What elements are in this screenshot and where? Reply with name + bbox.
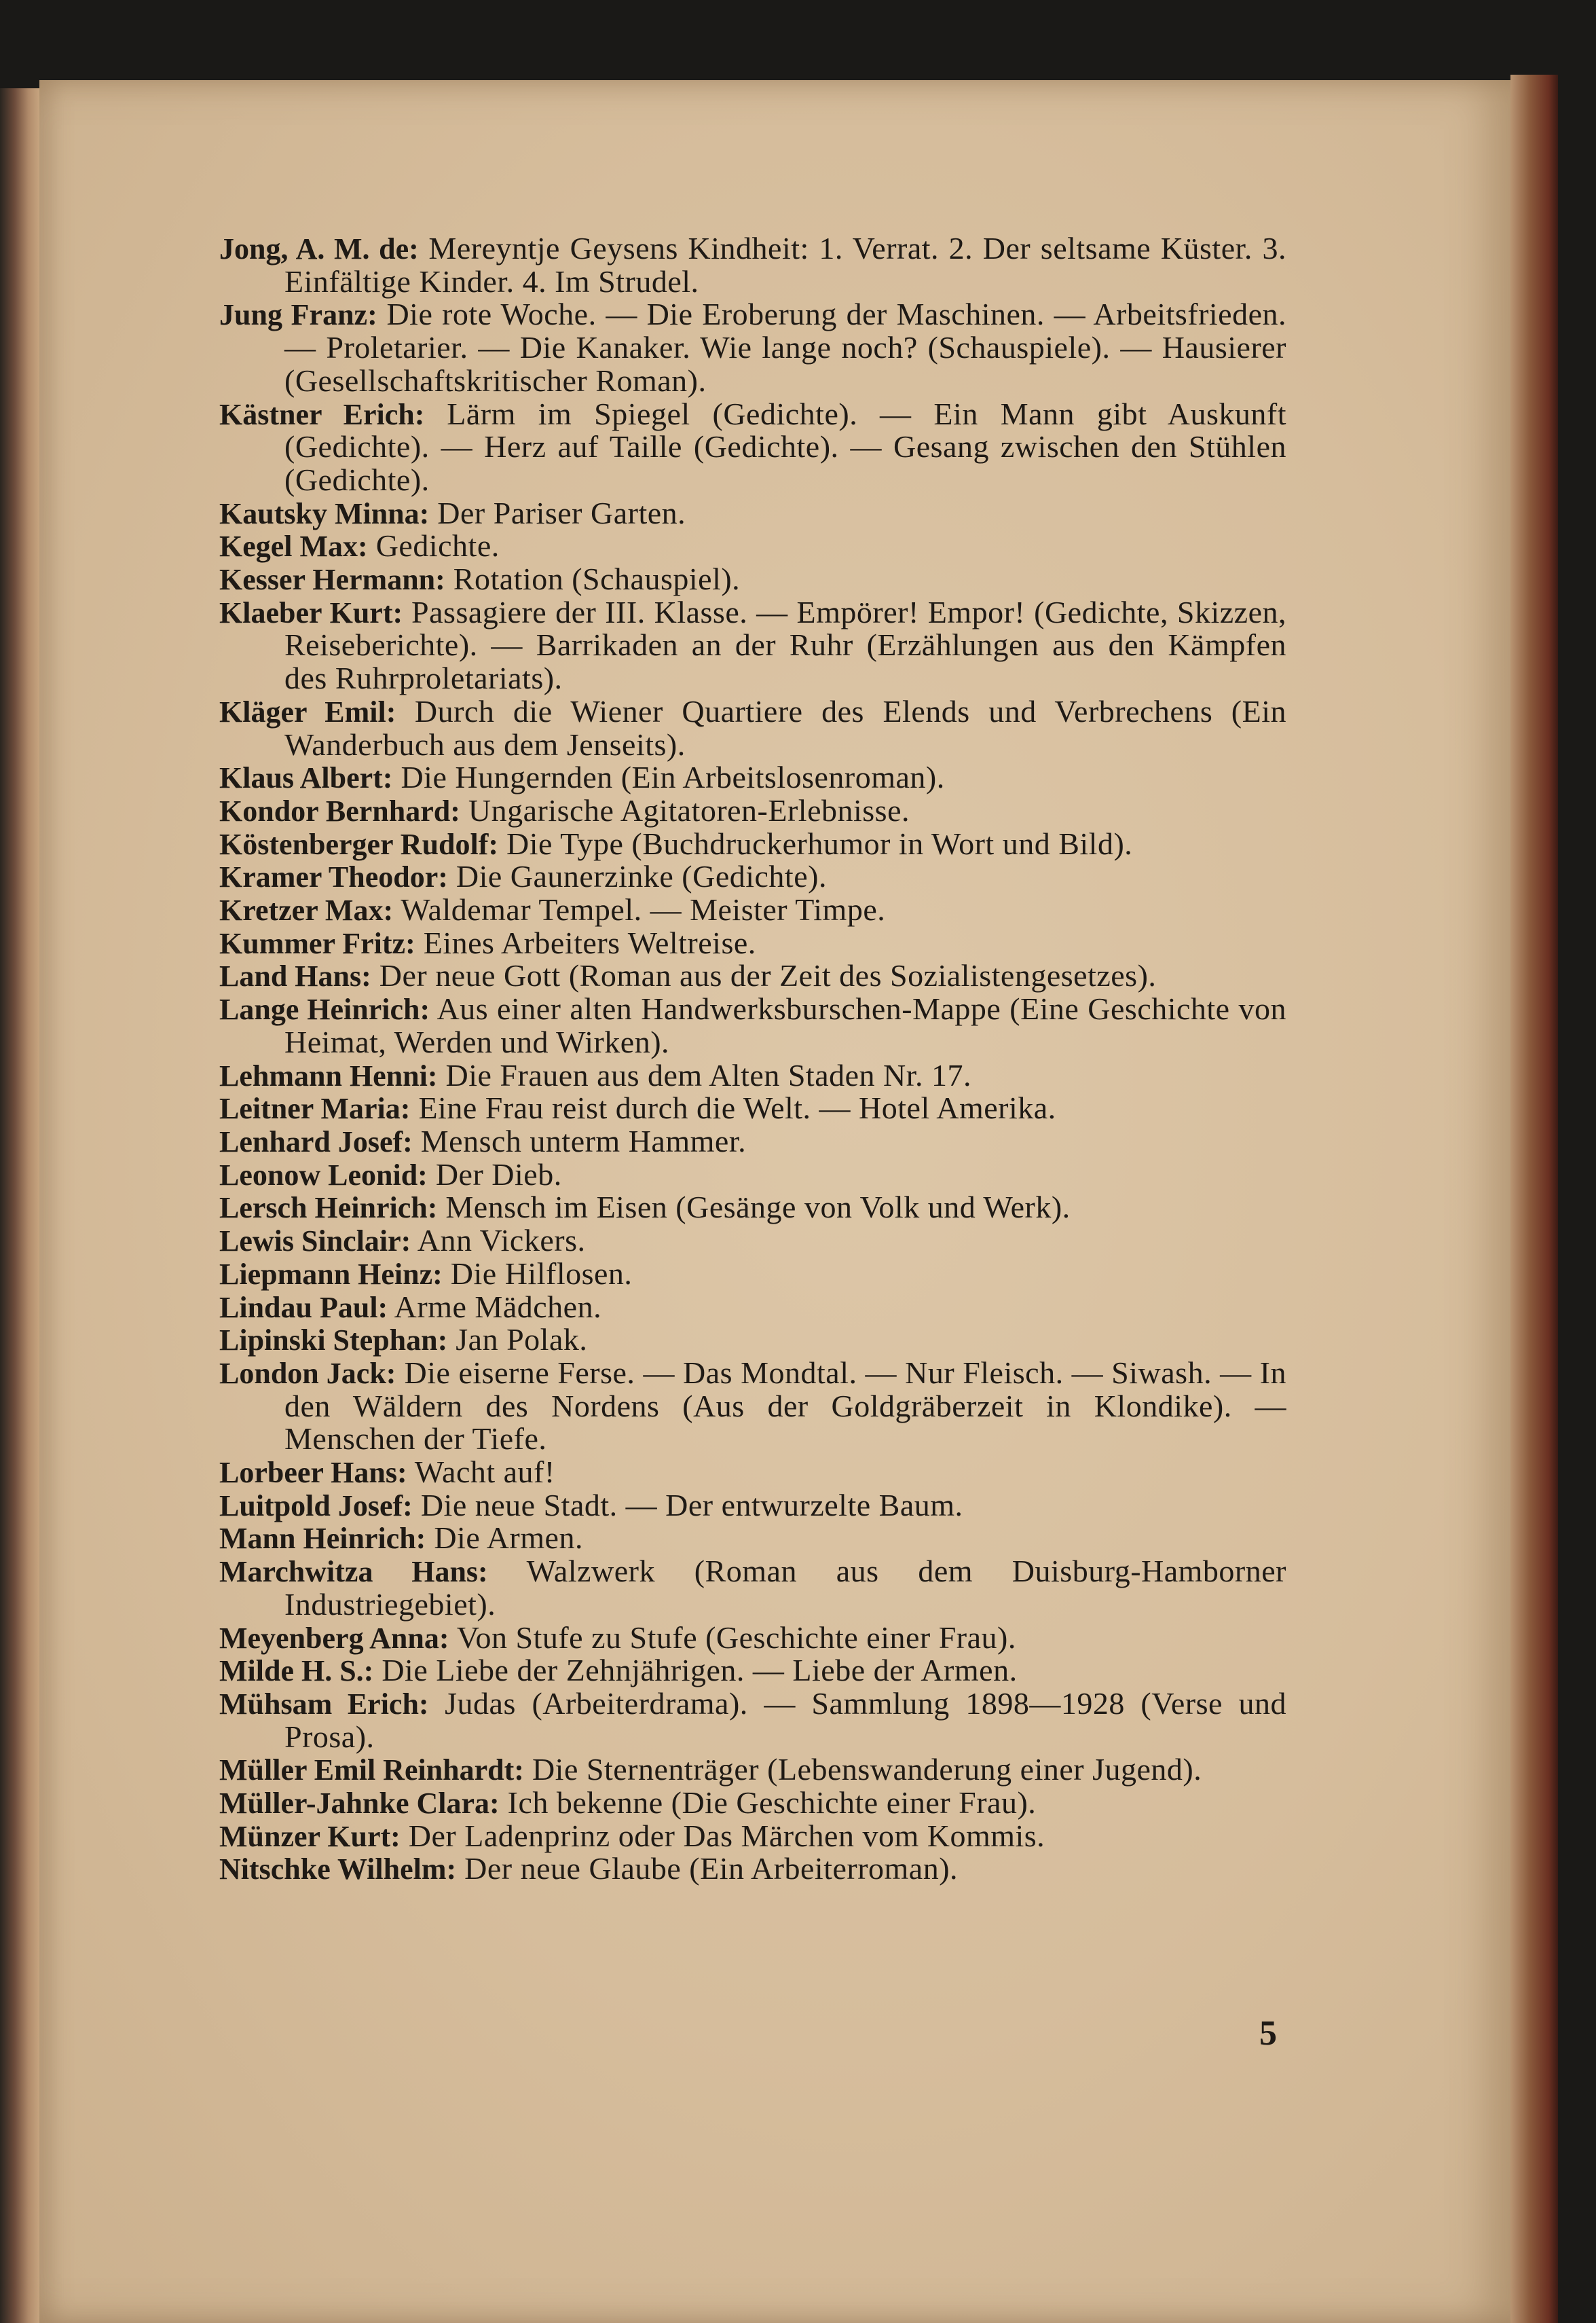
entry [219,1654,1286,1687]
entry-author: Klaeber Kurt: [219,596,403,629]
entry [219,232,1286,298]
entry [219,530,1286,563]
entry [219,563,1286,596]
entry-author: Luitpold Josef: [219,1488,413,1522]
entry-author: London Jack: [219,1356,396,1390]
entry-author: Lehmann Henni: [219,1059,438,1093]
entry [219,1820,1286,1853]
entry [219,860,1286,894]
entry-works: Die Gaunerzinke (Gedichte). [447,859,827,894]
entry [219,828,1286,861]
entry-works: Der neue Gott (Roman aus der Zeit des Sozialistengesetzes). [371,958,1157,993]
entry-works: Ungarische Agitatoren-Erlebnisse. [460,792,910,828]
entry-works: Eines Arbeiters Weltreise. [415,925,756,960]
entry [219,894,1286,927]
entry [219,1092,1286,1125]
entry-author: Kästner Erich: [219,397,425,431]
entry-works: Mensch unterm Hammer. [412,1123,747,1158]
entry [219,497,1286,530]
entry-works: Waldemar Tempel. — Meister Timpe. [393,892,886,928]
page-number: 5 [1259,2014,1277,2053]
entry-author: Nitschke Wilhelm: [219,1852,457,1886]
entry-works: Die Frauen aus dem Alten Staden Nr. 17. [437,1057,972,1093]
entry-works: Die rote Woche. — Die Eroberung der Maschinen. — Arbeitsfrieden. — Proletarier. — Die Kanaker. Wie lange noch? (Schauspiele). — Hausierer (Gesellschaftskritischer Roman). [284,297,1287,398]
entry-author: Lewis Sinclair: [219,1224,411,1258]
entry [219,596,1286,695]
entry [219,1125,1286,1158]
entry-works: Rotation (Schauspiel). [445,562,741,597]
book-gutter-left [0,88,41,2323]
entry [219,1323,1286,1357]
entry [219,1258,1286,1291]
entry [219,1224,1286,1258]
entry [219,1787,1286,1820]
entry [219,1158,1286,1192]
entry-author: Kautsky Minna: [219,496,430,530]
entry-works: Eine Frau reist durch die Welt. — Hotel Amerika. [410,1091,1056,1126]
entry [219,794,1286,828]
entry [219,959,1286,993]
entry-works: Arme Mädchen. [388,1289,602,1324]
entry-works: Die Hungernden (Ein Arbeitslosenroman). [392,760,945,795]
entry-works: Passagiere der III. Klasse. — Empörer! Empor! (Gedichte, Skizzen, Reiseberichte). — Barrikaden an der Ruhr (Erzählungen aus den Kämpfen des Ruhrproletariats). [284,594,1286,696]
entry-works: Durch die Wiener Quartiere des Elends und Verbrechens (Ein Wanderbuch aus dem Jenseits). [284,693,1286,762]
entry-author: Leitner Maria: [219,1092,411,1126]
entry-author: Jong, A. M. de: [219,232,419,266]
entry-author: Kretzer Max: [219,894,394,928]
entry-author: Kummer Fritz: [219,926,415,960]
entry [219,1687,1286,1753]
entry-works: Mereyntje Geysens Kindheit: 1. Verrat. 2. Der seltsame Küster. 3. Einfältige Kinder. 4. Im Strudel. [284,231,1287,299]
entry [219,761,1286,794]
entry-works: Walzwerk (Roman aus dem Duisburg-Hamborner Industriegebiet). [284,1554,1286,1622]
entry-works: Die neue Stadt. — Der entwurzelte Baum. [412,1487,963,1522]
entry-author: Marchwitza Hans: [219,1555,488,1589]
entry [219,1489,1286,1522]
entry-author: Lenhard Josef: [219,1124,413,1158]
entry-author: Lorbeer Hans: [219,1456,407,1490]
entry-author: Kegel Max: [219,530,368,564]
entry [219,1852,1286,1886]
entry-works: Gedichte. [367,528,500,564]
entry [219,398,1286,497]
entry-author: Land Hans: [219,959,371,993]
entry [219,1059,1286,1093]
entry-works: Wacht auf! [407,1455,555,1490]
entry-works: Der Dieb. [427,1156,562,1192]
entry-author: Jung Franz: [219,298,377,332]
entry-author: Kläger Emil: [219,695,396,729]
entry-works: Judas (Arbeiterdrama). — Sammlung 1898—1928 (Verse und Prosa). [284,1685,1286,1754]
entry-works: Ann Vickers. [411,1223,586,1258]
entry-author: Müller-Jahnke Clara: [219,1787,500,1821]
entry-author: Leonow Leonid: [219,1158,428,1192]
entry-works: Von Stufe zu Stufe (Geschichte einer Frau). [449,1620,1016,1655]
entry-works: Der Pariser Garten. [429,495,686,530]
entry-works: Der Ladenprinz oder Das Märchen vom Kommis. [400,1818,1045,1853]
entry-works: Die Type (Buchdruckerhumor in Wort und Bild). [498,826,1133,861]
entry-author: Mühsam Erich: [219,1687,429,1721]
entry-works: Aus einer alten Handwerksburschen-Mappe (Eine Geschichte von Heimat, Werden und Wirken). [284,991,1286,1059]
entry [219,1357,1286,1456]
entry-author: Münzer Kurt: [219,1819,401,1853]
entry-author: Meyenberg Anna: [219,1621,449,1655]
entry-works: Die Hilflosen. [442,1256,633,1291]
entry-author: Kondor Bernhard: [219,794,460,828]
entry-author: Lange Heinrich: [219,993,430,1027]
entry-author: Kramer Theodor: [219,860,448,894]
entry-author: Köstenberger Rudolf: [219,827,499,861]
entry-works: Die Sternenträger (Lebenswanderung einer Jugend). [523,1752,1202,1787]
entry [219,1555,1286,1621]
entry [219,1456,1286,1489]
entry [219,1291,1286,1324]
entry [219,695,1286,761]
entry-author: Milde H. S.: [219,1654,374,1688]
entry-works: Der neue Glaube (Ein Arbeiterroman). [456,1851,959,1886]
entry [219,993,1286,1059]
entry-works: Ich bekenne (Die Geschichte einer Frau). [499,1785,1037,1821]
entry-works: Die Liebe der Zehnjährigen. — Liebe der Armen. [373,1653,1018,1688]
entry [219,1522,1286,1555]
entry [219,1753,1286,1787]
entry-works: Die Armen. [426,1520,583,1556]
bibliography-list [219,232,1286,1886]
entry-author: Lindau Paul: [219,1290,388,1324]
entry-works: Lärm im Spiegel (Gedichte). — Ein Mann gibt Auskunft (Gedichte). — Herz auf Taille (Gedichte). — Gesang zwischen den Stühlen (Gedichte). [284,396,1286,497]
entry-author: Klaus Albert: [219,761,393,795]
book-edge-right [1510,75,1558,2323]
entry-author: Liepmann Heinz: [219,1257,443,1291]
entry-author: Lersch Heinrich: [219,1191,438,1225]
entry [219,927,1286,960]
entry-author: Kesser Hermann: [219,563,445,597]
entry [219,298,1286,397]
entry-works: Die eiserne Ferse. — Das Mondtal. — Nur Fleisch. — Siwash. — In den Wäldern des Nordens (Aus der Goldgräberzeit in Klondike). — Menschen der Tiefe. [284,1355,1286,1457]
entry-author: Mann Heinrich: [219,1522,426,1556]
entry-author: Müller Emil Reinhardt: [219,1753,524,1787]
entry-works: Mensch im Eisen (Gesänge von Volk und Werk). [437,1190,1071,1225]
entry [219,1191,1286,1224]
entry-author: Lipinski Stephan: [219,1323,448,1357]
entry-works: Jan Polak. [447,1322,588,1357]
entry [219,1622,1286,1655]
